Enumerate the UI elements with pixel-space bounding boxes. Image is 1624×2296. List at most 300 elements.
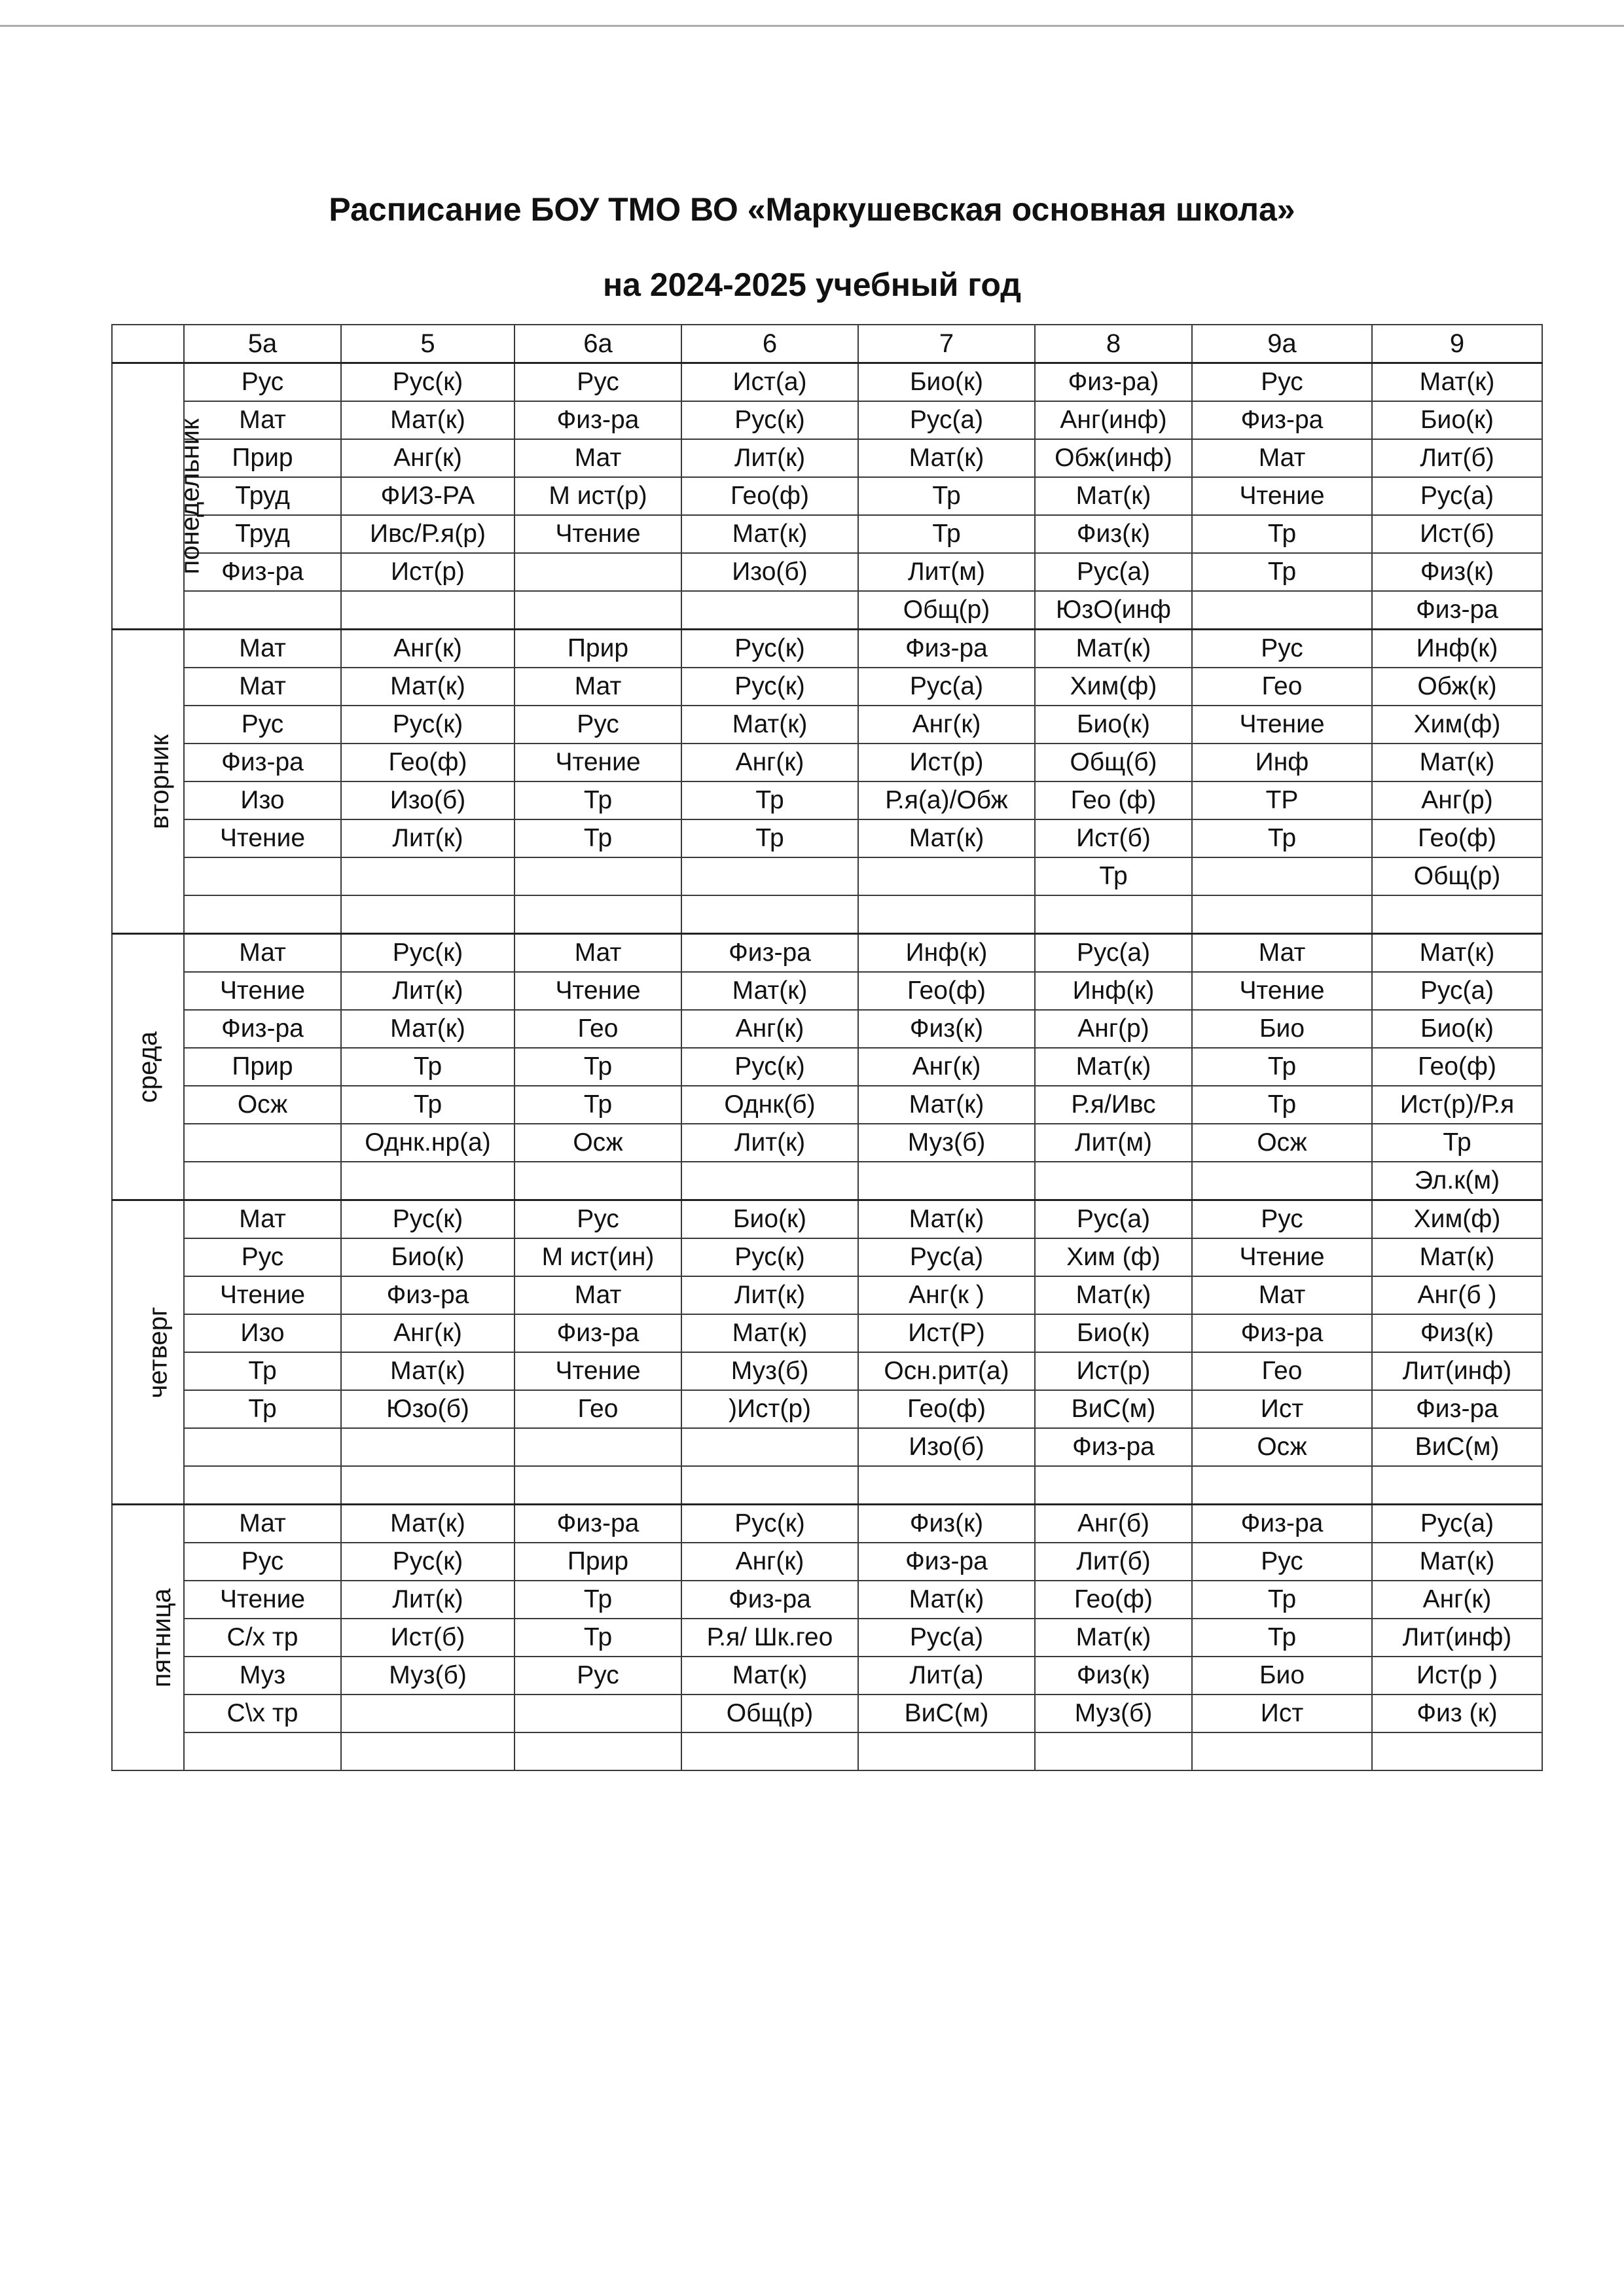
lesson-cell: Мат(к) [858, 439, 1035, 477]
lesson-cell [1035, 1466, 1192, 1505]
lesson-cell: Мат(к) [1035, 477, 1192, 515]
lesson-cell: Рус [1192, 1200, 1372, 1239]
lesson-cell: Рус(к) [681, 1048, 858, 1086]
lesson-cell: Физ-ра [1192, 1505, 1372, 1543]
class-header: 6 [681, 325, 858, 363]
lesson-row [112, 1390, 1542, 1428]
day-name: пятница [147, 1588, 177, 1687]
lesson-cell: Рус(а) [858, 1619, 1035, 1657]
lesson-cell: С\х тр [184, 1695, 341, 1732]
lesson-cell: М ист(р) [514, 477, 681, 515]
lesson-cell: Био(к) [1372, 401, 1542, 439]
lesson-cell: Рус(к) [341, 1200, 514, 1239]
lesson-cell: Мат [184, 630, 341, 668]
lesson-row [112, 1162, 1542, 1200]
lesson-cell: Физ-ра [1192, 401, 1372, 439]
lesson-cell: Рус(к) [681, 1238, 858, 1276]
lesson-cell: Инф(к) [1372, 630, 1542, 668]
lesson-cell: Обж(к) [1372, 668, 1542, 706]
lesson-cell: Физ-ра [681, 1581, 858, 1619]
lesson-cell: Тр [184, 1390, 341, 1428]
lesson-cell: Осж [1192, 1124, 1372, 1162]
lesson-cell: Био(к) [858, 363, 1035, 402]
lesson-cell: Чтение [184, 972, 341, 1010]
lesson-cell: Тр [1192, 819, 1372, 857]
lesson-cell: Анг(к) [681, 1543, 858, 1581]
lesson-cell: Мат(к) [1372, 1238, 1542, 1276]
lesson-cell: Гео(ф) [1372, 1048, 1542, 1086]
lesson-cell: Хим(ф) [1035, 668, 1192, 706]
lesson-cell: Ист(а) [681, 363, 858, 402]
lesson-cell: Тр [1192, 1086, 1372, 1124]
lesson-cell [1372, 1732, 1542, 1770]
lesson-cell: ВиС(м) [858, 1695, 1035, 1732]
day-label-cell [112, 363, 205, 630]
lesson-cell: Физ-ра [1372, 1390, 1542, 1428]
lesson-cell: Мат(к) [858, 819, 1035, 857]
lesson-cell [858, 1162, 1035, 1200]
lesson-cell: Муз(б) [858, 1124, 1035, 1162]
lesson-cell: Мат [514, 934, 681, 973]
lesson-cell: Рус(к) [341, 706, 514, 744]
lesson-cell: Муз(б) [341, 1657, 514, 1695]
lesson-cell [681, 895, 858, 934]
lesson-cell: Труд [184, 477, 341, 515]
lesson-cell: Тр [1192, 515, 1372, 553]
lesson-cell: Лит(м) [858, 553, 1035, 591]
lesson-cell: Рус [184, 706, 341, 744]
lesson-row [112, 1581, 1542, 1619]
lesson-cell: Анг(к ) [858, 1276, 1035, 1314]
lesson-cell: Физ(к) [1035, 1657, 1192, 1695]
lesson-cell: Анг(к) [341, 1314, 514, 1352]
lesson-cell: Рус(а) [1035, 1200, 1192, 1239]
lesson-cell: Ист(б) [341, 1619, 514, 1657]
lesson-cell [514, 1162, 681, 1200]
lesson-cell: Гео(ф) [681, 477, 858, 515]
lesson-cell [341, 857, 514, 895]
lesson-row [112, 1124, 1542, 1162]
lesson-cell: Чтение [1192, 1238, 1372, 1276]
lesson-cell: Мат(к) [341, 1010, 514, 1048]
lesson-cell: Мат(к) [341, 668, 514, 706]
lesson-cell: Тр [1035, 857, 1192, 895]
lesson-cell: Физ(к) [858, 1010, 1035, 1048]
lesson-cell: Мат(к) [858, 1581, 1035, 1619]
lesson-cell [681, 1428, 858, 1466]
lesson-cell: Гео [1192, 668, 1372, 706]
lesson-cell: Анг(к) [341, 630, 514, 668]
lesson-cell [341, 1732, 514, 1770]
lesson-cell [681, 1466, 858, 1505]
lesson-row [112, 1276, 1542, 1314]
lesson-cell: Прир [514, 630, 681, 668]
lesson-cell: Труд [184, 515, 341, 553]
lesson-cell [514, 591, 681, 630]
lesson-cell: Мат(к) [1035, 1276, 1192, 1314]
scan-edge-line [0, 25, 1624, 27]
lesson-cell: Рус(к) [341, 363, 514, 402]
lesson-cell: Рус(а) [1035, 934, 1192, 973]
document-title: Расписание БОУ ТМО ВО «Маркушевская основная школа» [329, 191, 1295, 228]
lesson-cell: Лит(м) [1035, 1124, 1192, 1162]
corner-cell [112, 325, 184, 363]
lesson-row [112, 1428, 1542, 1466]
lesson-cell: Рус [514, 363, 681, 402]
lesson-row [112, 439, 1542, 477]
lesson-cell: Рус(а) [1372, 477, 1542, 515]
lesson-cell: Тр [514, 781, 681, 819]
lesson-cell: Рус [184, 363, 341, 402]
lesson-cell: Хим(ф) [1372, 1200, 1542, 1239]
lesson-cell: Рус(а) [858, 401, 1035, 439]
lesson-cell: Рус [1192, 630, 1372, 668]
lesson-cell: Рус [184, 1238, 341, 1276]
lesson-cell [341, 1466, 514, 1505]
lesson-row [112, 857, 1542, 895]
lesson-cell: Рус(а) [1372, 1505, 1542, 1543]
lesson-cell: Тр [514, 819, 681, 857]
lesson-cell: Гео(ф) [1372, 819, 1542, 857]
lesson-cell [1192, 591, 1372, 630]
lesson-cell: ВиС(м) [1372, 1428, 1542, 1466]
schedule-body [112, 363, 1542, 1771]
lesson-cell: Лит(к) [341, 819, 514, 857]
lesson-cell: Осж [184, 1086, 341, 1124]
lesson-cell: Чтение [514, 744, 681, 781]
lesson-row [112, 1657, 1542, 1695]
lesson-cell: Мат(к) [341, 401, 514, 439]
lesson-cell: Физ(к) [1035, 515, 1192, 553]
lesson-cell [184, 1124, 341, 1162]
lesson-cell: Анг(б) [1035, 1505, 1192, 1543]
lesson-cell: Рус(к) [681, 668, 858, 706]
lesson-cell: Р.я/Ивс [1035, 1086, 1192, 1124]
lesson-cell: Физ-ра [1192, 1314, 1372, 1352]
lesson-cell [341, 1428, 514, 1466]
lesson-cell [1035, 895, 1192, 934]
lesson-cell: Мат [514, 439, 681, 477]
lesson-cell: Юзо(б) [341, 1390, 514, 1428]
lesson-cell [184, 1466, 341, 1505]
lesson-cell: Тр [514, 1048, 681, 1086]
lesson-row [112, 591, 1542, 630]
class-header: 6а [514, 325, 681, 363]
lesson-cell: Мат [184, 1505, 341, 1543]
class-header: 9а [1192, 325, 1372, 363]
lesson-cell: Мат [184, 1200, 341, 1239]
lesson-cell: Физ-ра [184, 1010, 341, 1048]
lesson-cell [1192, 1732, 1372, 1770]
lesson-cell [514, 553, 681, 591]
lesson-row [112, 1505, 1542, 1543]
lesson-row [112, 1695, 1542, 1732]
lesson-cell: Гео(ф) [858, 972, 1035, 1010]
lesson-cell: Физ-ра [514, 1505, 681, 1543]
document-subtitle: на 2024-2025 учебный год [602, 266, 1022, 303]
lesson-cell: Рус(к) [681, 1505, 858, 1543]
lesson-cell: Общ(р) [1372, 857, 1542, 895]
lesson-cell: Осж [514, 1124, 681, 1162]
lesson-cell: Рус(к) [681, 401, 858, 439]
lesson-cell: Инф(к) [1035, 972, 1192, 1010]
lesson-cell: Ист(Р) [858, 1314, 1035, 1352]
lesson-cell: Ист(р ) [1372, 1657, 1542, 1695]
lesson-cell: Био(к) [341, 1238, 514, 1276]
lesson-cell: Изо [184, 781, 341, 819]
lesson-row [112, 706, 1542, 744]
lesson-cell: Тр [858, 477, 1035, 515]
lesson-cell: Рус [514, 1200, 681, 1239]
lesson-cell: Общ(б) [1035, 744, 1192, 781]
lesson-cell: Мат [514, 668, 681, 706]
lesson-cell: Ист(р) [1035, 1352, 1192, 1390]
day-label-cell [112, 1200, 184, 1505]
lesson-cell: Физ(к) [1372, 1314, 1542, 1352]
lesson-cell [514, 1695, 681, 1732]
lesson-cell: Лит(к) [681, 1276, 858, 1314]
lesson-cell: Био(к) [1372, 1010, 1542, 1048]
lesson-cell: Физ-ра [681, 934, 858, 973]
lesson-cell: Мат(к) [681, 1314, 858, 1352]
lesson-row [112, 363, 1542, 402]
lesson-cell: Мат(к) [681, 706, 858, 744]
lesson-cell: ВиС(м) [1035, 1390, 1192, 1428]
lesson-row [112, 1200, 1542, 1239]
lesson-row [112, 1010, 1542, 1048]
lesson-cell: Мат(к) [1035, 630, 1192, 668]
lesson-row [112, 515, 1542, 553]
lesson-cell [184, 1428, 341, 1466]
class-header: 8 [1035, 325, 1192, 363]
lesson-row [112, 1732, 1542, 1770]
lesson-cell: Рус [514, 706, 681, 744]
lesson-cell: Ист [1192, 1695, 1372, 1732]
lesson-row [112, 781, 1542, 819]
lesson-row [112, 1086, 1542, 1124]
lesson-cell: Мат(к) [1035, 1619, 1192, 1657]
lesson-row [112, 1352, 1542, 1390]
lesson-cell: Ист(р)/Р.я [1372, 1086, 1542, 1124]
lesson-row [112, 477, 1542, 515]
lesson-cell: Анг(к) [858, 1048, 1035, 1086]
lesson-cell [858, 1732, 1035, 1770]
lesson-cell [1372, 895, 1542, 934]
lesson-cell: Ист(б) [1035, 819, 1192, 857]
lesson-cell: Тр [184, 1352, 341, 1390]
lesson-cell [341, 1695, 514, 1732]
lesson-cell: Рус [1192, 1543, 1372, 1581]
lesson-cell: Гео(ф) [341, 744, 514, 781]
lesson-row [112, 1048, 1542, 1086]
lesson-cell: Био [1192, 1010, 1372, 1048]
lesson-cell: Анг(р) [1035, 1010, 1192, 1048]
lesson-cell: Анг(р) [1372, 781, 1542, 819]
lesson-cell: Р.я/ Шк.гео [681, 1619, 858, 1657]
lesson-cell: ТР [1192, 781, 1372, 819]
lesson-cell: Тр [1192, 1581, 1372, 1619]
lesson-cell: Мат(к) [681, 972, 858, 1010]
lesson-cell: Мат(к) [1372, 934, 1542, 973]
lesson-cell: Гео(ф) [1035, 1581, 1192, 1619]
lesson-cell: Ист(р) [341, 553, 514, 591]
schedule-table [111, 324, 1543, 1771]
lesson-cell [1192, 895, 1372, 934]
lesson-cell: Мат(к) [341, 1352, 514, 1390]
lesson-cell: Чтение [184, 1276, 341, 1314]
lesson-cell: Тр [1192, 1619, 1372, 1657]
class-header-row [112, 325, 1542, 363]
lesson-row [112, 1543, 1542, 1581]
lesson-cell: Р.я(а)/Обж [858, 781, 1035, 819]
lesson-cell: Лит(к) [681, 439, 858, 477]
lesson-cell: Осж [1192, 1428, 1372, 1466]
lesson-cell [184, 1162, 341, 1200]
lesson-cell: Анг(к) [1372, 1581, 1542, 1619]
lesson-cell: Физ-ра [341, 1276, 514, 1314]
day-name: понедельник [175, 418, 205, 574]
lesson-cell: Инф [1192, 744, 1372, 781]
lesson-cell: Чтение [1192, 706, 1372, 744]
lesson-cell: Ивс/Р.я(р) [341, 515, 514, 553]
lesson-cell: Изо(б) [681, 553, 858, 591]
lesson-cell: Общ(р) [858, 591, 1035, 630]
lesson-row [112, 1466, 1542, 1505]
lesson-cell [184, 1732, 341, 1770]
lesson-cell: Рус(к) [341, 934, 514, 973]
lesson-cell: Тр [341, 1086, 514, 1124]
lesson-cell: Мат [184, 934, 341, 973]
lesson-cell: Мат [514, 1276, 681, 1314]
class-header: 9 [1372, 325, 1542, 363]
lesson-row [112, 744, 1542, 781]
lesson-cell [681, 1162, 858, 1200]
lesson-cell [184, 895, 341, 934]
lesson-cell [1192, 1466, 1372, 1505]
lesson-cell: Физ-ра [514, 401, 681, 439]
lesson-cell: Ист(б) [1372, 515, 1542, 553]
lesson-cell: Физ-ра [1372, 591, 1542, 630]
lesson-cell: Однк.нр(а) [341, 1124, 514, 1162]
lesson-cell: Гео [514, 1010, 681, 1048]
lesson-cell: Хим(ф) [1372, 706, 1542, 744]
lesson-cell: Лит(инф) [1372, 1352, 1542, 1390]
lesson-cell: Обж(инф) [1035, 439, 1192, 477]
lesson-cell: Лит(а) [858, 1657, 1035, 1695]
lesson-cell: Прир [184, 1048, 341, 1086]
lesson-cell: Лит(к) [681, 1124, 858, 1162]
lesson-cell [1192, 857, 1372, 895]
day-name: четверг [143, 1306, 173, 1398]
lesson-cell: Рус(а) [858, 668, 1035, 706]
lesson-cell: Тр [514, 1619, 681, 1657]
lesson-cell: Рус(а) [858, 1238, 1035, 1276]
lesson-cell: Физ-ра [1035, 1428, 1192, 1466]
class-header: 5 [341, 325, 514, 363]
lesson-cell: Рус [184, 1543, 341, 1581]
lesson-cell: Тр [681, 819, 858, 857]
day-name: вторник [145, 734, 174, 829]
lesson-cell: Мат [1192, 439, 1372, 477]
lesson-cell: Рус(а) [1372, 972, 1542, 1010]
lesson-cell: Био(к) [681, 1200, 858, 1239]
lesson-cell: )Ист(р) [681, 1390, 858, 1428]
lesson-cell: Чтение [514, 515, 681, 553]
lesson-cell: Анг(к) [341, 439, 514, 477]
lesson-cell: Физ(к) [1372, 553, 1542, 591]
lesson-row [112, 401, 1542, 439]
lesson-cell [341, 1162, 514, 1200]
lesson-cell: ЮзО(инф [1035, 591, 1192, 630]
lesson-cell: Муз(б) [681, 1352, 858, 1390]
lesson-cell: Физ-ра [184, 553, 341, 591]
class-header: 7 [858, 325, 1035, 363]
lesson-cell: Тр [681, 781, 858, 819]
lesson-cell: Лит(к) [341, 1581, 514, 1619]
lesson-cell: Мат(к) [681, 1657, 858, 1695]
lesson-cell: Рус [514, 1657, 681, 1695]
lesson-cell: Муз [184, 1657, 341, 1695]
lesson-cell: Изо(б) [341, 781, 514, 819]
lesson-row [112, 934, 1542, 973]
lesson-cell: Био(к) [1035, 706, 1192, 744]
lesson-cell: Тр [514, 1086, 681, 1124]
lesson-row [112, 630, 1542, 668]
lesson-cell: Физ-ра [184, 744, 341, 781]
lesson-cell: М ист(ин) [514, 1238, 681, 1276]
lesson-cell: Общ(р) [681, 1695, 858, 1732]
lesson-cell: Мат [184, 668, 341, 706]
lesson-cell: Физ(к) [858, 1505, 1035, 1543]
lesson-cell: Ист(р) [858, 744, 1035, 781]
day-name: среда [134, 1031, 163, 1103]
lesson-cell: Лит(к) [341, 972, 514, 1010]
lesson-cell: Изо [184, 1314, 341, 1352]
lesson-cell: Мат [1192, 934, 1372, 973]
lesson-cell [1035, 1732, 1192, 1770]
lesson-cell: Однк(б) [681, 1086, 858, 1124]
lesson-cell: Прир [184, 439, 341, 477]
lesson-cell [341, 591, 514, 630]
lesson-cell: Ист [1192, 1390, 1372, 1428]
lesson-cell: Анг(к) [858, 706, 1035, 744]
lesson-cell [858, 1466, 1035, 1505]
lesson-cell: Осн.рит(а) [858, 1352, 1035, 1390]
lesson-cell: Муз(б) [1035, 1695, 1192, 1732]
lesson-cell [514, 895, 681, 934]
lesson-cell: Био [1192, 1657, 1372, 1695]
lesson-cell: Гео (ф) [1035, 781, 1192, 819]
lesson-cell [514, 1732, 681, 1770]
lesson-cell: Мат(к) [1372, 363, 1542, 402]
lesson-cell [1035, 1162, 1192, 1200]
lesson-cell: Тр [1372, 1124, 1542, 1162]
lesson-cell: Анг(б ) [1372, 1276, 1542, 1314]
lesson-row [112, 895, 1542, 934]
lesson-cell: Мат [1192, 1276, 1372, 1314]
lesson-row [112, 819, 1542, 857]
lesson-row [112, 1314, 1542, 1352]
lesson-cell: Физ (к) [1372, 1695, 1542, 1732]
lesson-cell [681, 857, 858, 895]
lesson-cell: Тр [1192, 1048, 1372, 1086]
lesson-cell [858, 857, 1035, 895]
lesson-cell: Чтение [514, 972, 681, 1010]
lesson-cell: Чтение [514, 1352, 681, 1390]
lesson-row [112, 1619, 1542, 1657]
lesson-cell: Чтение [1192, 972, 1372, 1010]
lesson-cell: Рус(а) [1035, 553, 1192, 591]
